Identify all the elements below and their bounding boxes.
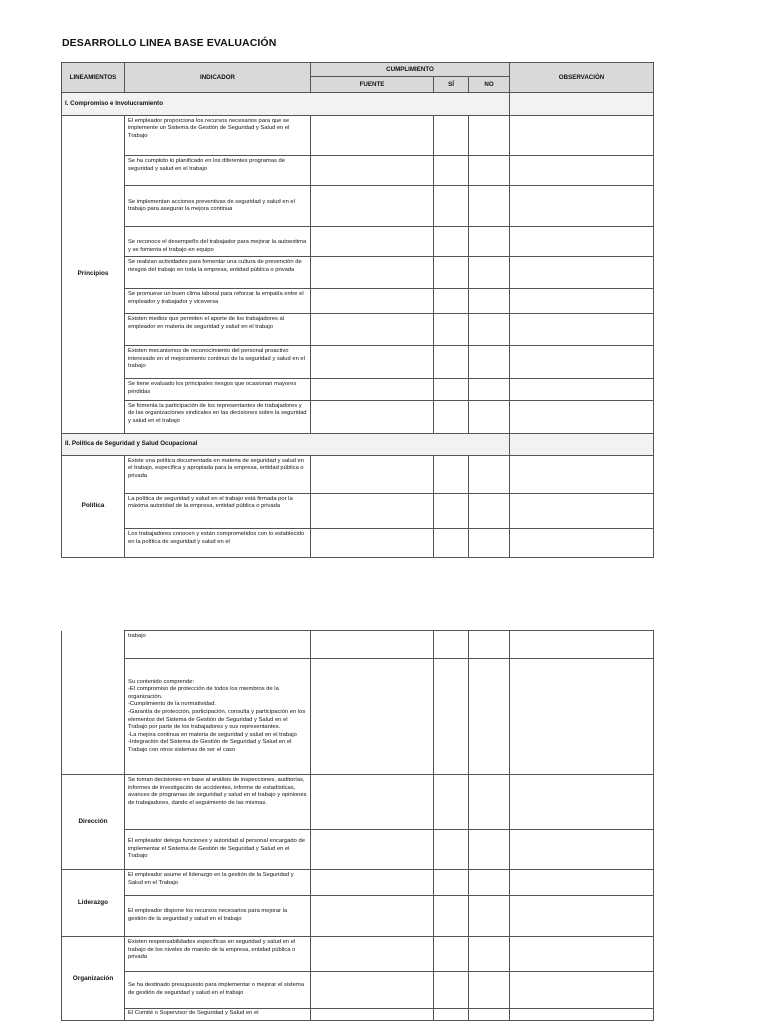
observation-cell[interactable] (510, 314, 654, 346)
fuente-cell[interactable] (311, 631, 434, 659)
observation-cell[interactable] (510, 659, 654, 775)
observation-cell[interactable] (510, 528, 654, 557)
section-compromiso: I. Compromiso e Involucramiento (62, 92, 510, 115)
no-cell[interactable] (469, 314, 510, 346)
group-politica-continued (62, 631, 125, 775)
observation-cell[interactable] (510, 1009, 654, 1021)
no-cell[interactable] (469, 115, 510, 155)
header-lineamientos: LINEAMIENTOS (62, 63, 125, 93)
no-cell[interactable] (469, 775, 510, 830)
si-cell[interactable] (434, 659, 469, 775)
si-cell[interactable] (434, 830, 469, 870)
fuente-cell[interactable] (311, 227, 434, 257)
indicator-text: Se reconoce el desempeño del trabajador para mejorar la autoestima y se fomenta el trabajo en equipo (125, 227, 311, 257)
evaluation-table-page-1 (61, 62, 654, 558)
fuente-cell[interactable] (311, 455, 434, 493)
observation-cell[interactable] (510, 830, 654, 870)
header-si: SÍ (434, 77, 469, 93)
fuente-cell[interactable] (311, 493, 434, 528)
indicator-text: Se realizan actividades para fomentar una cultura de prevención de riesgos del trabajo en toda la empresa, entidad pública o privada (125, 257, 311, 289)
fuente-cell[interactable] (311, 115, 434, 155)
fuente-cell[interactable] (311, 1009, 434, 1021)
fuente-cell[interactable] (311, 528, 434, 557)
header-indicador: INDICADOR (125, 63, 311, 93)
observation-cell[interactable] (510, 185, 654, 226)
observation-cell[interactable] (510, 896, 654, 937)
observation-cell[interactable] (510, 870, 654, 896)
fuente-cell[interactable] (311, 257, 434, 289)
no-cell[interactable] (469, 1009, 510, 1021)
fuente-cell[interactable] (311, 155, 434, 185)
group-organizacion: Organización (62, 937, 125, 1021)
observation-cell[interactable] (510, 631, 654, 659)
indicator-text: El empleador delega funciones y autoridad al personal encargado de implementar el Sistema de Gestión de Seguridad y Salud en el Trabajo (125, 830, 311, 870)
si-cell[interactable] (434, 257, 469, 289)
fuente-cell[interactable] (311, 289, 434, 314)
observation-cell[interactable] (510, 455, 654, 493)
group-direccion: Dirección (62, 775, 125, 870)
indicator-text: Existen responsabilidades específicas en seguridad y salud en el trabajo de los niveles de mando de la empresa, entidad pública o privada (125, 937, 311, 972)
document-title: DESARROLLO LINEA BASE EVALUACIÓN (62, 37, 277, 49)
fuente-cell[interactable] (311, 896, 434, 937)
no-cell[interactable] (469, 937, 510, 972)
si-cell[interactable] (434, 227, 469, 257)
header-fuente: FUENTE (311, 77, 434, 93)
indicator-text: Se ha destinado presupuesto para implementar o mejorar el sistema de gestión de seguridad y salud en el trabajo (125, 972, 311, 1009)
no-cell[interactable] (469, 257, 510, 289)
observation-cell[interactable] (510, 972, 654, 1009)
no-cell[interactable] (469, 346, 510, 379)
fuente-cell[interactable] (311, 659, 434, 775)
observation-cell[interactable] (510, 937, 654, 972)
observation-cell[interactable] (510, 155, 654, 185)
si-cell[interactable] (434, 528, 469, 557)
indicator-text: El Comité o Supervisor de Seguridad y Salud en el (125, 1009, 311, 1021)
observation-cell[interactable] (510, 257, 654, 289)
no-cell[interactable] (469, 185, 510, 226)
no-cell[interactable] (469, 528, 510, 557)
no-cell[interactable] (469, 400, 510, 433)
indicator-text: Se ha cumplido lo planificado en los diferentes programas de seguridad y salud en el trabajo (125, 155, 311, 185)
si-cell[interactable] (434, 775, 469, 830)
no-cell[interactable] (469, 379, 510, 401)
header-no: NO (469, 77, 510, 93)
si-cell[interactable] (434, 346, 469, 379)
fuente-cell[interactable] (311, 379, 434, 401)
no-cell[interactable] (469, 870, 510, 896)
no-cell[interactable] (469, 972, 510, 1009)
no-cell[interactable] (469, 289, 510, 314)
observation-cell[interactable] (510, 379, 654, 401)
observation-cell[interactable] (510, 289, 654, 314)
indicator-text: Existen mecanismos de reconocimiento del personal proactivo interesado en el mejoramiento continuo de la seguridad y salud en el trabajo (125, 346, 311, 379)
fuente-cell[interactable] (311, 830, 434, 870)
si-cell[interactable] (434, 379, 469, 401)
observation-cell[interactable] (510, 92, 654, 115)
evaluation-table-page-2 (61, 630, 654, 1021)
indicator-text: Los trabajadores conocen y están comprometidos con lo establecido en la política de seguridad y salud en el (125, 528, 311, 557)
observation-cell[interactable] (510, 493, 654, 528)
indicator-text: Su contenido comprende: -El compromiso de protección de todos los miembros de la organización. -Cumplimiento de la normatividad. -Garantía de protección, participación, consulta y participación en los elementos del Sistema de Gestión de Seguridad y Salud en el Trabajo por parte de los trabajadores y sus representantes. -La mejora continua en materia de seguridad y salud en el trabajo -Integración del Sistema de Gestión de Seguridad y Salud en el Trabajo con otros sistemas de ser el caso (125, 659, 311, 775)
indicator-text: Existe una política documentada en materia de seguridad y salud en el trabajo, específica y apropiada para la empresa, entidad pública o privada (125, 455, 311, 493)
observation-cell[interactable] (510, 346, 654, 379)
observation-cell[interactable] (510, 433, 654, 455)
si-cell[interactable] (434, 400, 469, 433)
observation-cell[interactable] (510, 115, 654, 155)
indicator-text: La política de seguridad y salud en el trabajo está firmada por la máxima autoridad de la empresa, entidad pública o privada (125, 493, 311, 528)
si-cell[interactable] (434, 937, 469, 972)
observation-cell[interactable] (510, 227, 654, 257)
si-cell[interactable] (434, 972, 469, 1009)
si-cell[interactable] (434, 896, 469, 937)
observation-cell[interactable] (510, 400, 654, 433)
indicator-text: Se promueve un buen clima laboral para reforzar la empatía entre el empleador y trabajador y viceversa (125, 289, 311, 314)
no-cell[interactable] (469, 455, 510, 493)
no-cell[interactable] (469, 155, 510, 185)
fuente-cell[interactable] (311, 185, 434, 226)
indicator-text: Se toman decisiones en base al análisis de inspecciones, auditorías, informes de investigación de accidentes, informe de estadísticas, avances de programas de seguridad y salud en el trabajo y opiniones de trabajadores, dando el seguimiento de las mismas. (125, 775, 311, 830)
si-cell[interactable] (434, 493, 469, 528)
no-cell[interactable] (469, 631, 510, 659)
fuente-cell[interactable] (311, 937, 434, 972)
indicator-text: El empleador proporciona los recursos necesarios para que se implemente un Sistema de Gestión de Seguridad y Salud en el Trabajo (125, 115, 311, 155)
si-cell[interactable] (434, 631, 469, 659)
no-cell[interactable] (469, 830, 510, 870)
no-cell[interactable] (469, 493, 510, 528)
section-politica: II. Política de Seguridad y Salud Ocupacional (62, 433, 510, 455)
indicator-text: Se implementan acciones preventivas de seguridad y salud en el trabajo para asegurar la mejora continua (125, 185, 311, 226)
group-politica: Política (62, 455, 125, 557)
fuente-cell[interactable] (311, 775, 434, 830)
si-cell[interactable] (434, 155, 469, 185)
fuente-cell[interactable] (311, 346, 434, 379)
header-cumplimiento: CUMPLIMIENTO (311, 63, 510, 77)
no-cell[interactable] (469, 896, 510, 937)
si-cell[interactable] (434, 314, 469, 346)
si-cell[interactable] (434, 455, 469, 493)
fuente-cell[interactable] (311, 972, 434, 1009)
no-cell[interactable] (469, 227, 510, 257)
si-cell[interactable] (434, 1009, 469, 1021)
si-cell[interactable] (434, 870, 469, 896)
indicator-text: Se tiene evaluado los principales riesgos que ocasionan mayores pérdidas (125, 379, 311, 401)
group-liderazgo: Liderazgo (62, 870, 125, 937)
indicator-text: trabajo (125, 631, 311, 659)
indicator-text: El empleador dispone los recursos necesarios para mejorar la gestión de la seguridad y salud en el trabajo (125, 896, 311, 937)
observation-cell[interactable] (510, 775, 654, 830)
si-cell[interactable] (434, 185, 469, 226)
si-cell[interactable] (434, 289, 469, 314)
indicator-text: El empleador asume el liderazgo en la gestión de la Seguridad y Salud en el Trabajo (125, 870, 311, 896)
header-observacion: OBSERVACIÓN (510, 63, 654, 93)
fuente-cell[interactable] (311, 314, 434, 346)
fuente-cell[interactable] (311, 400, 434, 433)
fuente-cell[interactable] (311, 870, 434, 896)
indicator-text: Se fomenta la participación de los representantes de trabajadores y de las organizaciones sindicales en las decisiones sobre la seguridad y salud en el trabajo (125, 400, 311, 433)
group-principios: Principios (62, 115, 125, 433)
indicator-text: Existen medios que permiten el aporte de los trabajadores al empleador en materia de seguridad y salud en el trabajo (125, 314, 311, 346)
si-cell[interactable] (434, 115, 469, 155)
no-cell[interactable] (469, 659, 510, 775)
